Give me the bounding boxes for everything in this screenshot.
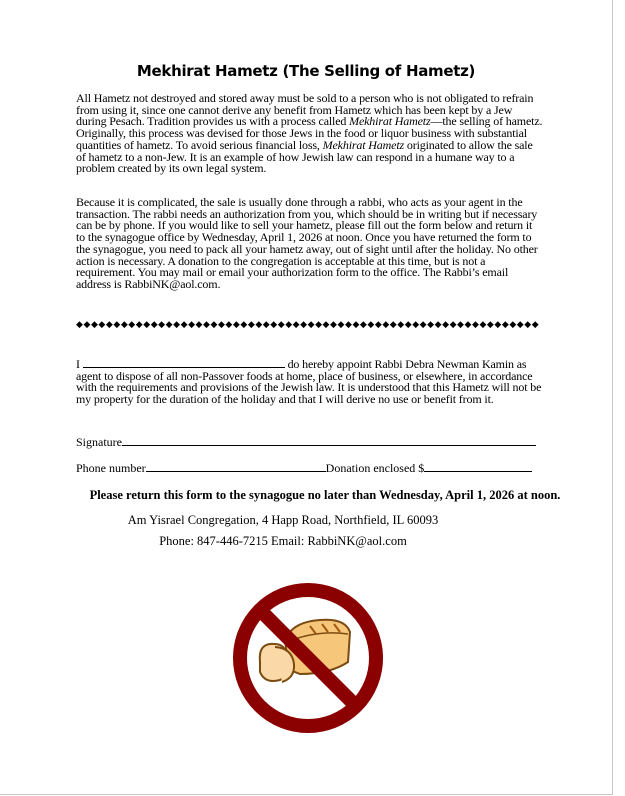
return-notice: Please return this form to the synagogue no later than Wednesday, April 1, 2026 at noon.	[89, 488, 561, 502]
term-italic: Mekhirat Hametz	[322, 137, 405, 152]
i-label: I	[76, 357, 80, 371]
no-bread-icon	[230, 582, 390, 742]
address: Am Yisrael Congregation, 4 Happ Road, Northfield, IL 60093	[127, 513, 439, 527]
authorization-paragraph	[76, 357, 544, 406]
appoint-text: do hereby appoint Rabbi Debra Newman Kamin as agent to dispose of all non-Passover foods at home, place of business, or elsewhere, in accordance with the requirements and provisions of the Jewish law. It is understood that this Hametz will not be my property for the duration of the holiday and that I will derive no use or benefit from it.	[76, 357, 542, 407]
signature-field[interactable]	[122, 435, 536, 446]
text: All Hametz not destroyed and stored away must be sold to a person who is not obligated to refrain from using it, since one cannot derive any benefit from Hametz which has been kept by a Jew during Pesach. Tradition provides us with a process called	[76, 91, 534, 129]
donation-field[interactable]	[424, 461, 532, 472]
phone-label: Phone number	[76, 461, 146, 475]
instructions-paragraph: Because it is complicated, the sale is usually done through a rabbi, who acts as your agent in the transaction. The rabbi needs an authorization from you, which should be in writing but if necessary can be by phone. If you would like to sell your hametz, please fill out the form below and return it to the synagogue office by Wednesday, April 1, 2026 at noon. Once you have returned the form to the synagogue, you need to pack all your hametz away, out of sight until after the holiday. No other action is necessary. A donation to the congregation is acceptable at this time, but is not a requirement. You may mail or email your authorization form to the office. The Rabbi’s email address is RabbiNK@aol.com.	[76, 195, 538, 291]
term-italic: Mekhirat Hametz	[349, 114, 431, 129]
intro-paragraph	[76, 93, 544, 175]
text: —the selling of hametz. Originally, this process was devised for those Jews in the food or liquor business with substantial quantities of hametz. To avoid serious financial loss,	[76, 114, 543, 152]
donation-label: Donation enclosed $	[325, 461, 425, 475]
contact-info: Phone: 847-446-7215 Email: RabbiNK@aol.com	[159, 534, 407, 548]
page-title: Mekhirat Hametz (The Selling of Hametz)	[136, 62, 476, 80]
signature-label: Signature	[76, 435, 122, 449]
text: originated to allow the sale of hametz to a non-Jew. It is an example of how Jewish law can respond in a humane way to a problem created by its own legal system.	[76, 137, 533, 176]
name-field[interactable]	[83, 357, 285, 368]
phone-field[interactable]	[146, 461, 326, 472]
diamond-divider: ◆◆◆◆◆◆◆◆◆◆◆◆◆◆◆◆◆◆◆◆◆◆◆◆◆◆◆◆◆◆◆◆◆◆◆◆◆◆◆◆◆◆◆◆◆◆◆◆◆◆◆◆◆◆◆◆◆◆◆◆◆◆	[76, 319, 540, 329]
signature-row	[76, 435, 536, 450]
phone-row	[76, 461, 532, 476]
